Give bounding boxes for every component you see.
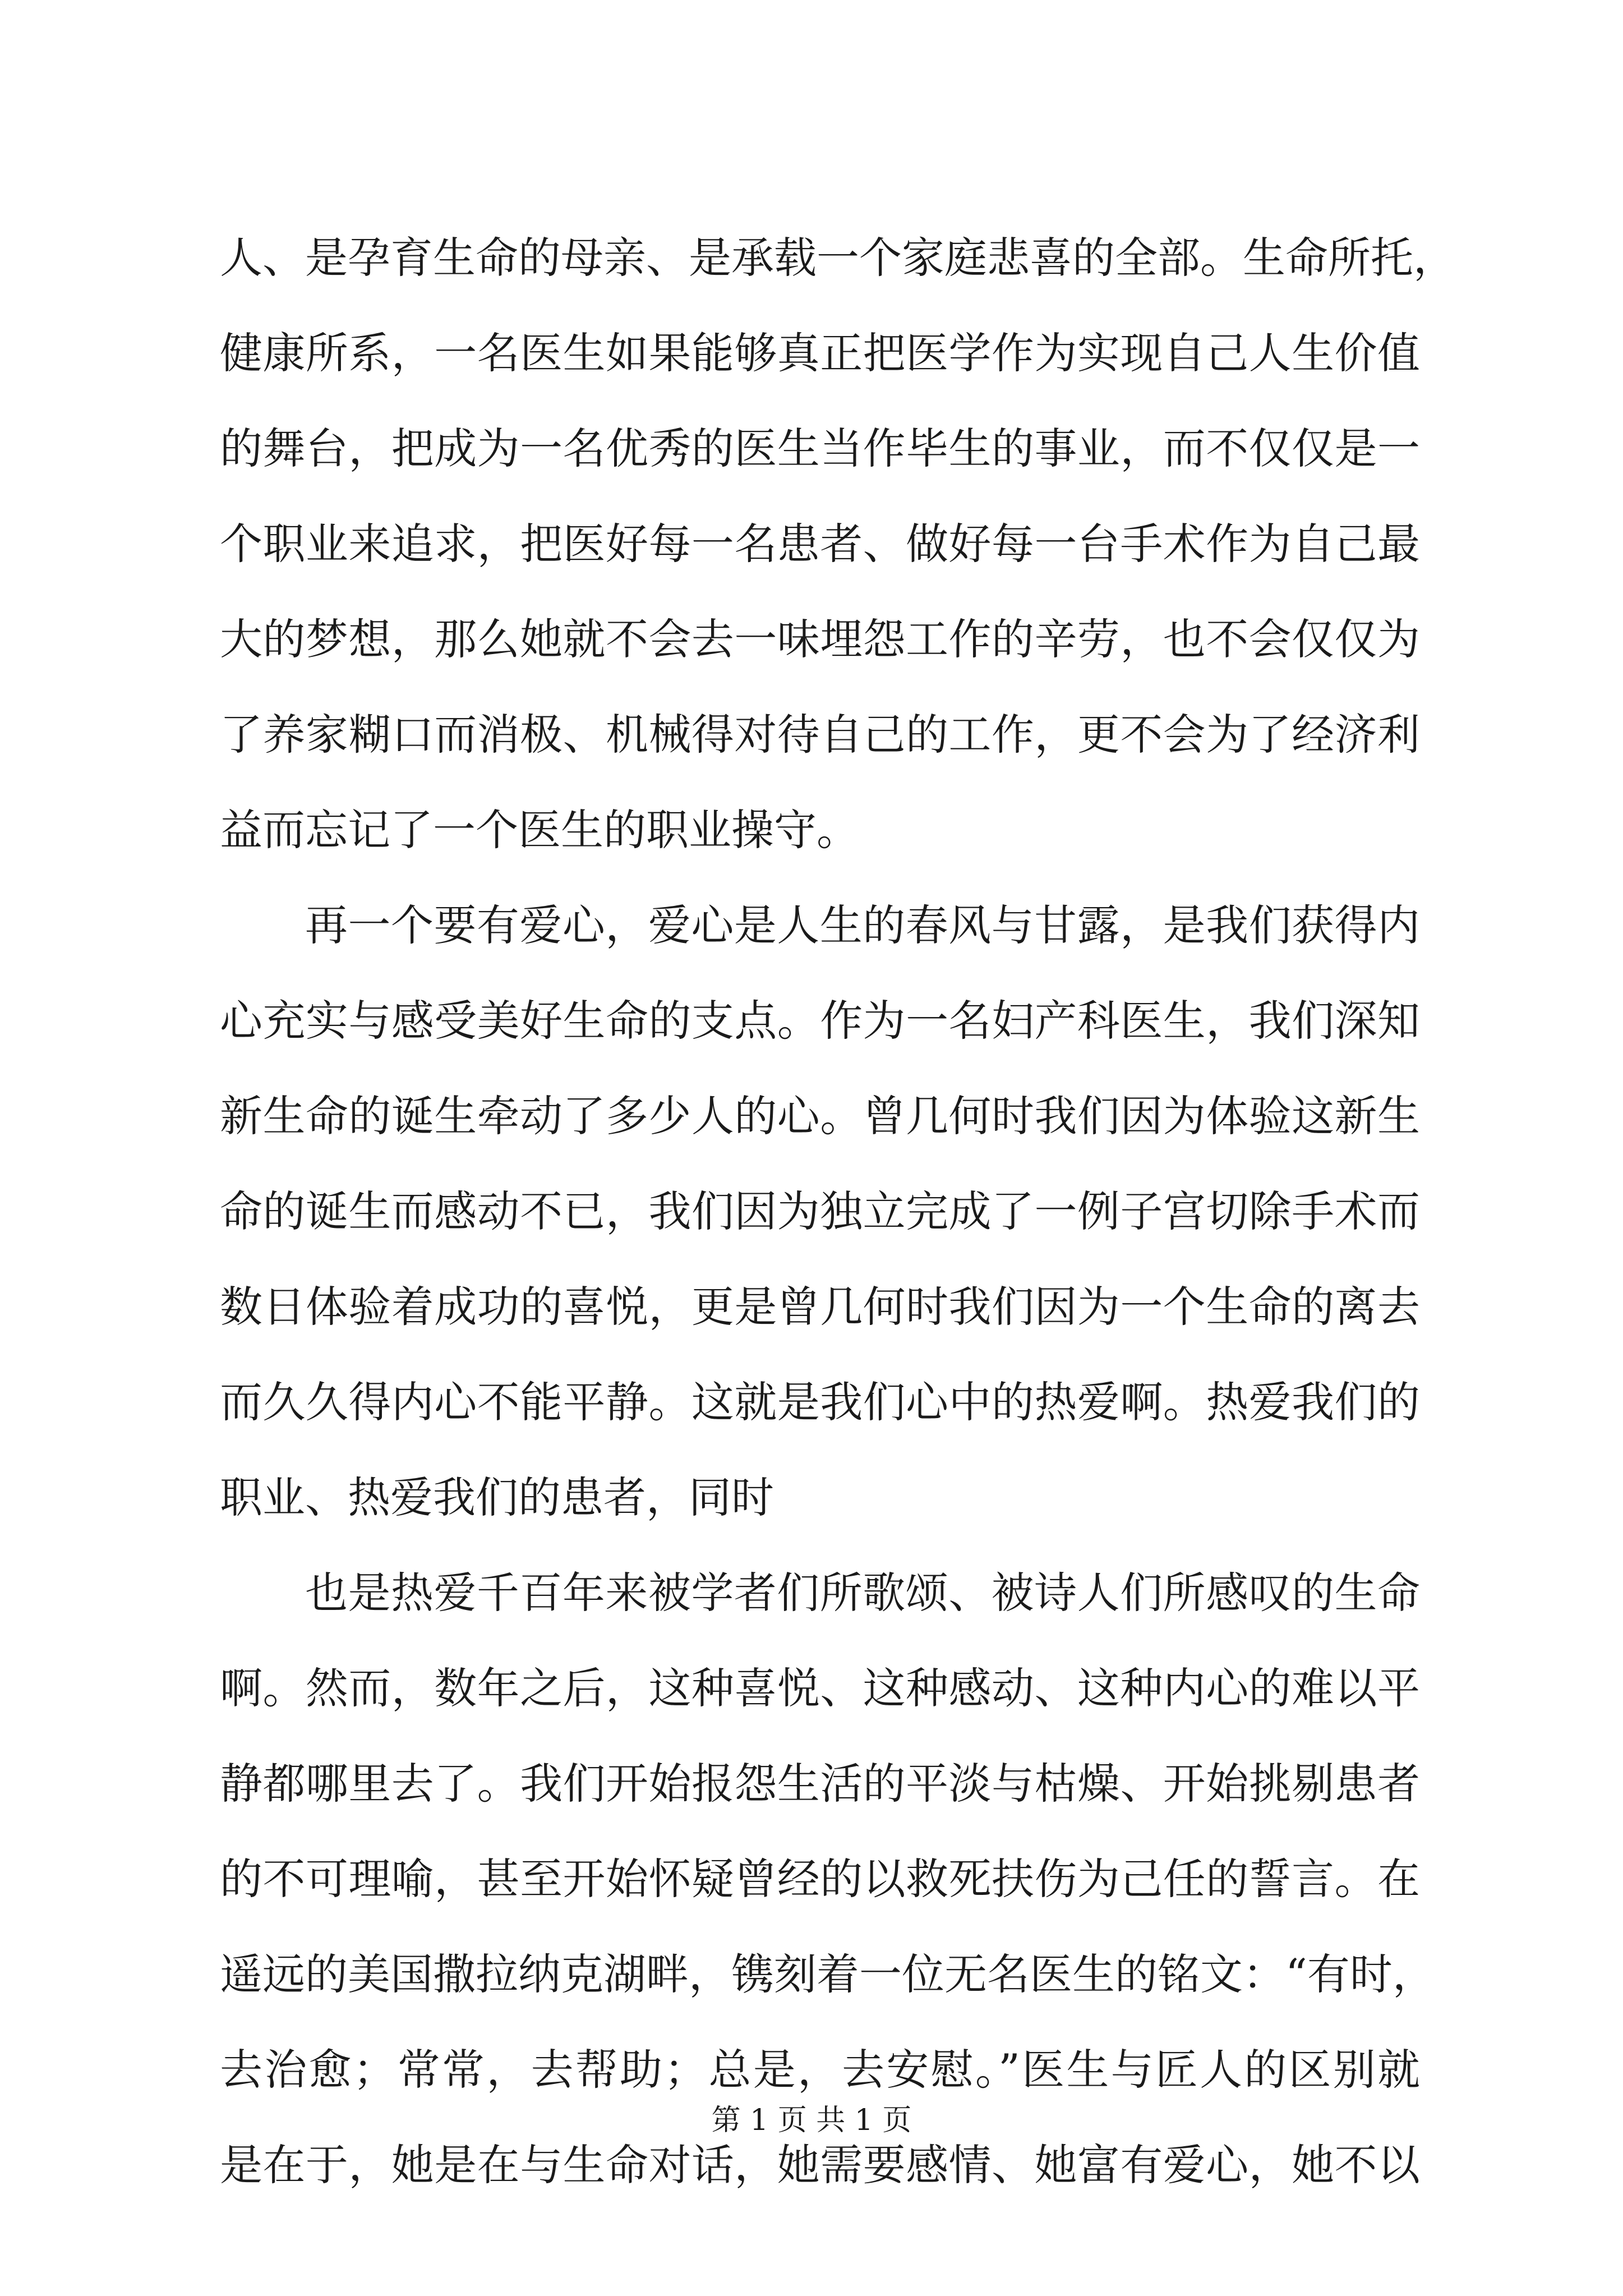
paragraph-start-line: 也是热爱千百年来被学者们所歌颂、被诗人们所感叹的生命 — [305, 1568, 1420, 1618]
text-line: 静都哪里去了。我们开始报怨生活的平淡与枯燥、开始挑剔患者 — [220, 1759, 1420, 1809]
text-line: 的舞台，把成为一名优秀的医生当作毕生的事业，而不仅仅是一 — [220, 424, 1420, 473]
text-line: 数日体验着成功的喜悦，更是曾几何时我们因为一个生命的离去 — [220, 1282, 1420, 1332]
text-line: 新生命的诞生牵动了多少人的心。曾几何时我们因为体验这新生 — [220, 1091, 1420, 1141]
text-line: 个职业来追求，把医好每一名患者、做好每一台手术作为自己最 — [220, 519, 1420, 569]
text-line: 职业、热爱我们的患者，同时 — [220, 1473, 774, 1522]
text-line: 而久久得内心不能平静。这就是我们心中的热爱啊。热爱我们的 — [220, 1377, 1420, 1427]
text-line: 命的诞生而感动不已，我们因为独立完成了一例子宫切除手术而 — [220, 1186, 1420, 1236]
text-line: 益而忘记了一个医生的职业操守。 — [220, 805, 859, 855]
text-line: 健康所系，一名医生如果能够真正把医学作为实现自己人生价值 — [220, 328, 1420, 378]
text-line: 大的梦想，那么她就不会去一味埋怨工作的辛劳，也不会仅仅为 — [220, 614, 1420, 664]
paragraph-start-line: 再一个要有爱心，爱心是人生的春风与甘露，是我们获得内 — [305, 900, 1420, 950]
document-body — [220, 210, 1456, 2213]
text-line: 心充实与感受美好生命的支点。作为一名妇产科医生，我们深知 — [220, 996, 1420, 1046]
text-line: 啊。然而，数年之后，这种喜悦、这种感动、这种内心的难以平 — [220, 1663, 1420, 1713]
text-line: 的不可理喻，甚至开始怀疑曾经的以救死扶伤为己任的誓言。在 — [220, 1854, 1420, 1904]
text-line: 人、是孕育生命的母亲、是承载一个家庭悲喜的全部。生命所托， — [220, 233, 1456, 283]
text-line: 去治愈；常常，去帮助；总是，去安慰。”医生与匠人的区别就 — [220, 2045, 1420, 2095]
text-line: 了养家糊口而消极、机械得对待自己的工作，更不会为了经济利 — [220, 710, 1420, 760]
text-line: 遥远的美国撒拉纳克湖畔，镌刻着一位无名医生的铭文：“有时， — [220, 1949, 1435, 1999]
page-number-footer: 第 1 页 共 1 页 — [711, 2104, 912, 2137]
text-line: 是在于，她是在与生命对话，她需要感情、她富有爱心，她不以 — [220, 2140, 1420, 2190]
